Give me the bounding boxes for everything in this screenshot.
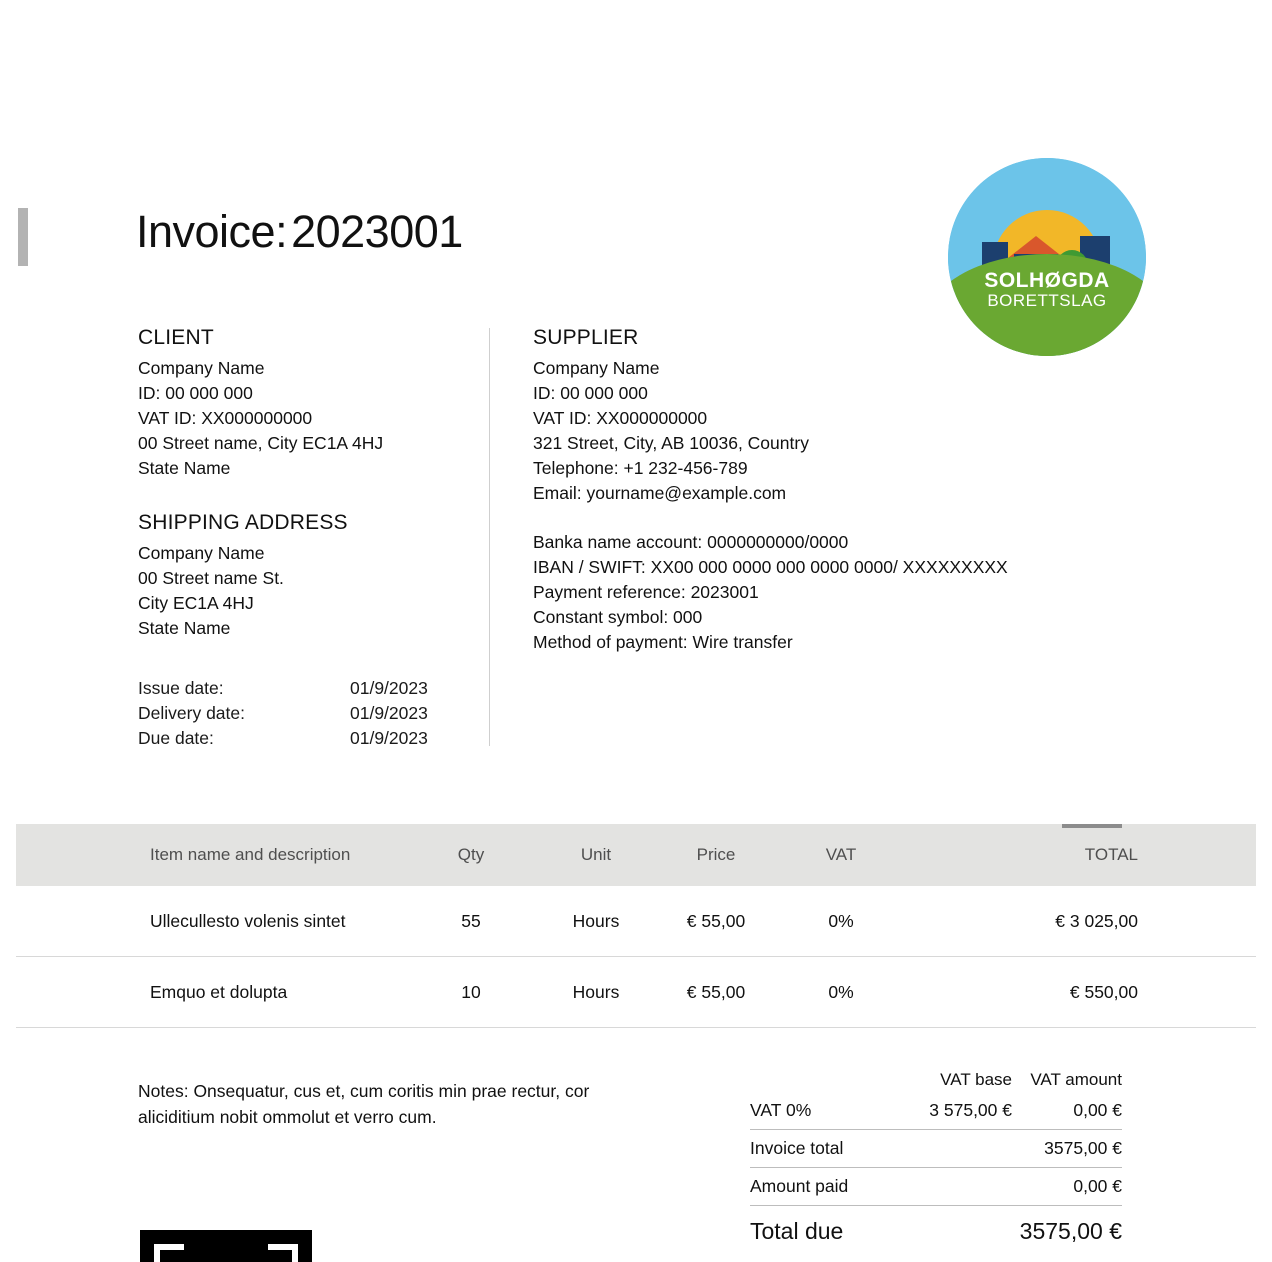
header-qty: Qty xyxy=(457,845,485,864)
cell-item: Emquo et dolupta xyxy=(150,981,288,1002)
invoice-number: 2023001 xyxy=(291,206,463,257)
vat-amount-value: 0,00 € xyxy=(1073,1100,1122,1120)
cell-vat: 0% xyxy=(828,981,854,1002)
header-unit: Unit xyxy=(580,845,612,864)
bank-line: IBAN / SWIFT: XX00 000 0000 000 0000 0000/ XXXXXXXXX xyxy=(533,557,1008,577)
amount-paid-label: Amount paid xyxy=(750,1176,849,1196)
date-row xyxy=(138,676,468,701)
column-divider xyxy=(489,328,490,746)
vat-base-header: VAT base xyxy=(940,1070,1012,1089)
vat-amount-header: VAT amount xyxy=(1030,1070,1122,1089)
cell-qty: 55 xyxy=(461,910,481,931)
totals-header-row xyxy=(750,1070,1122,1096)
qr-code xyxy=(140,1230,312,1262)
date-label: Due date: xyxy=(138,728,214,748)
cell-price: € 55,00 xyxy=(686,910,746,931)
cell-qty: 10 xyxy=(461,981,481,1002)
total-column-marker xyxy=(1062,824,1122,828)
title-accent-bar xyxy=(18,208,28,266)
supplier-line: Company Name xyxy=(533,358,660,378)
bank-details xyxy=(533,530,1153,655)
supplier-line: ID: 00 000 000 xyxy=(533,383,648,403)
shipping-line: Company Name xyxy=(138,543,265,563)
supplier-block xyxy=(533,326,1153,655)
shipping-line: State Name xyxy=(138,618,231,638)
invoice-title-label: Invoice: xyxy=(136,206,288,257)
header-price: Price xyxy=(696,845,736,864)
client-block xyxy=(138,326,478,641)
supplier-line: 321 Street, City, AB 10036, Country xyxy=(533,433,809,453)
date-value: 01/9/2023 xyxy=(350,703,428,723)
cell-total: € 550,00 xyxy=(1069,981,1138,1002)
bank-line: Banka name account: 0000000000/0000 xyxy=(533,532,849,552)
qr-corner-top-right-icon xyxy=(268,1244,298,1262)
dates-block xyxy=(138,676,468,751)
logo-name-line1: SOLHØGDA xyxy=(984,269,1110,292)
cell-total: € 3 025,00 xyxy=(1055,910,1138,931)
cell-price: € 55,00 xyxy=(686,981,746,1002)
client-line: ID: 00 000 000 xyxy=(138,383,253,403)
logo-name-line2: BORETTSLAG xyxy=(987,291,1107,311)
cell-unit: Hours xyxy=(572,981,620,1002)
invoice-total-label: Invoice total xyxy=(750,1138,844,1158)
invoice-total-row xyxy=(750,1130,1122,1168)
client-line: State Name xyxy=(138,458,231,478)
total-due-value: 3575,00 € xyxy=(1019,1218,1122,1244)
page-title xyxy=(136,206,463,258)
total-due-row xyxy=(750,1206,1122,1245)
supplier-email: Email: yourname@example.com xyxy=(533,483,787,503)
date-label: Issue date: xyxy=(138,678,224,698)
bank-line: Constant symbol: 000 xyxy=(533,607,703,627)
logo-text xyxy=(948,270,1146,310)
client-line: VAT ID: XX000000000 xyxy=(138,408,313,428)
total-due-label: Total due xyxy=(750,1218,844,1244)
totals-block xyxy=(750,1070,1122,1245)
client-line: 00 Street name, City EC1A 4HJ xyxy=(138,433,384,453)
supplier-heading: SUPPLIER xyxy=(533,326,639,349)
cell-vat: 0% xyxy=(828,910,854,931)
date-value: 01/9/2023 xyxy=(350,728,428,748)
shipping-line: City EC1A 4HJ xyxy=(138,593,254,613)
client-heading: CLIENT xyxy=(138,326,214,349)
header-item: Item name and description xyxy=(150,845,351,864)
table-row xyxy=(16,886,1256,957)
vat-base-value: 3 575,00 € xyxy=(929,1100,1012,1120)
vat-rate-label: VAT 0% xyxy=(750,1100,812,1120)
bank-line: Method of payment: Wire transfer xyxy=(533,632,793,652)
vat-row xyxy=(750,1096,1122,1130)
date-row xyxy=(138,726,468,751)
table-row xyxy=(16,957,1256,1028)
shipping-heading: SHIPPING ADDRESS xyxy=(138,511,348,534)
header-total: TOTAL xyxy=(1084,845,1138,864)
date-value: 01/9/2023 xyxy=(350,678,428,698)
bank-line: Payment reference: 2023001 xyxy=(533,582,759,602)
amount-paid-value: 0,00 € xyxy=(1073,1176,1122,1196)
totals-header-spacer xyxy=(750,1070,902,1090)
shipping-line: 00 Street name St. xyxy=(138,568,284,588)
qr-corner-top-left-icon xyxy=(154,1244,184,1262)
notes-text: Notes: Onsequatur, cus et, cum coritis min prae rectur, cor aliciditium nobit ommolut et verro cum. xyxy=(138,1081,590,1127)
date-row xyxy=(138,701,468,726)
cell-item: Ullecullesto volenis sintet xyxy=(150,910,346,931)
supplier-line: Telephone: +1 232-456-789 xyxy=(533,458,748,478)
client-line: Company Name xyxy=(138,358,265,378)
header-vat: VAT xyxy=(825,845,857,864)
table-header-row xyxy=(16,824,1256,886)
amount-paid-row xyxy=(750,1168,1122,1206)
cell-unit: Hours xyxy=(572,910,620,931)
date-label: Delivery date: xyxy=(138,703,245,723)
invoice-total-value: 3575,00 € xyxy=(1044,1138,1122,1158)
supplier-line: VAT ID: XX000000000 xyxy=(533,408,708,428)
items-table xyxy=(16,824,1256,1028)
